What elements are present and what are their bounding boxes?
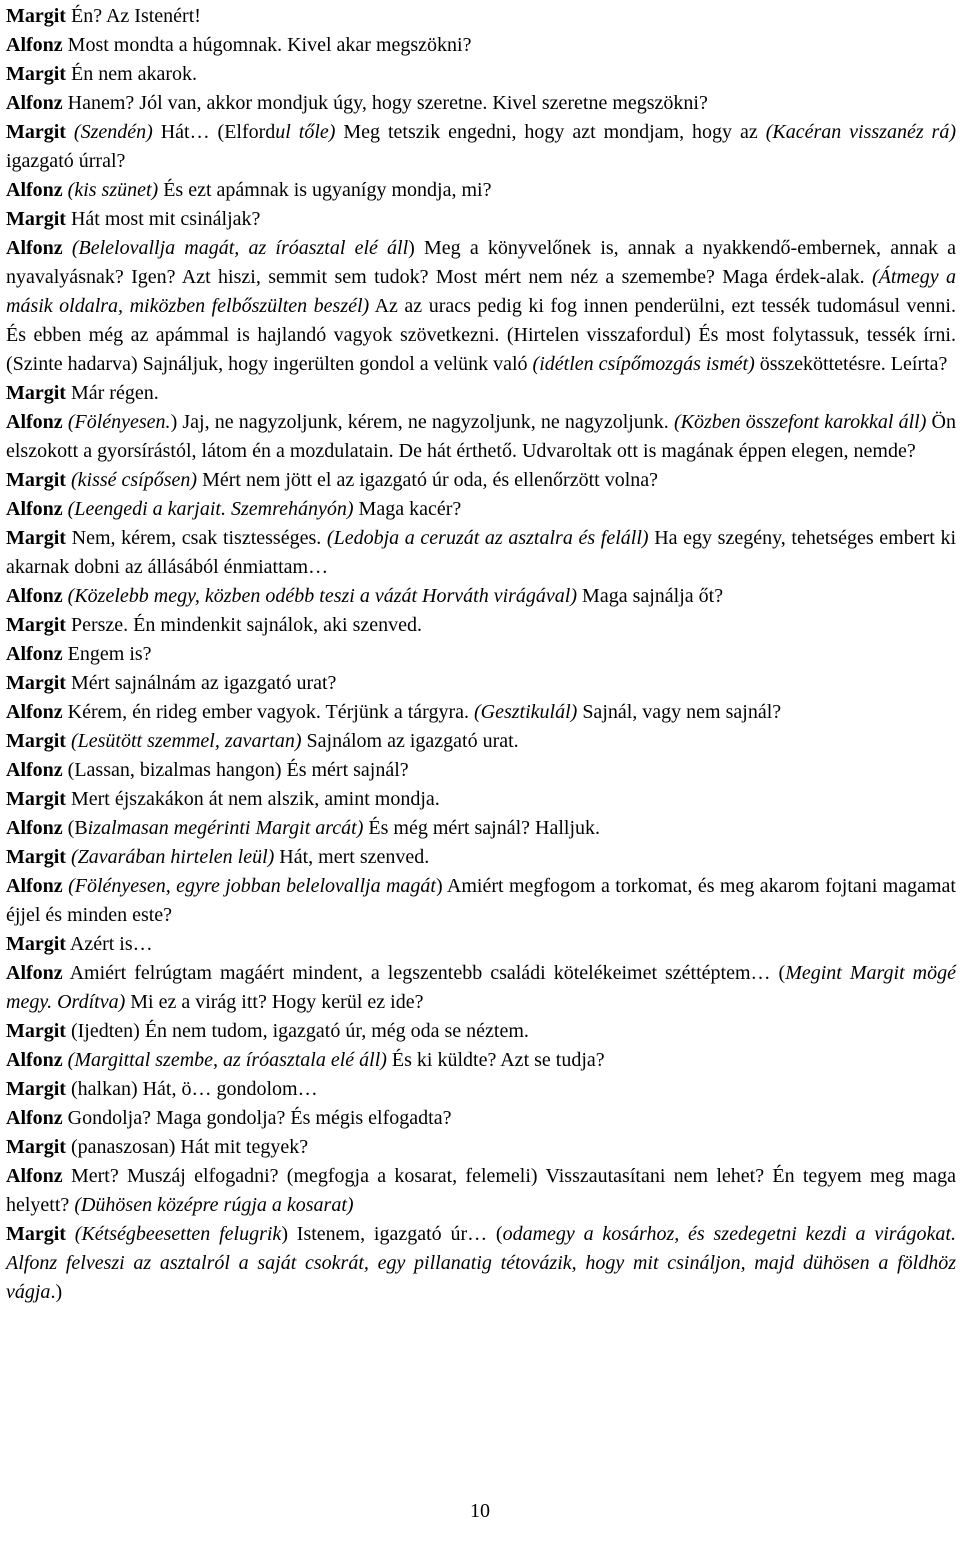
speaker-name: Alfonz <box>6 1049 63 1071</box>
line-text: Maga sajnálja őt? <box>577 585 724 607</box>
speaker-name: Margit <box>6 208 66 230</box>
dialogue-line <box>6 31 956 60</box>
line-text: Meg tetszik engedni, hogy azt mondjam, hogy az <box>335 121 766 143</box>
line-text: ) Meg a könyvelőnek is, annak a nyakkendő-embernek, annak a nyavalyásnak? Igen? Azt hiszi, semmit sem tudok? Most mért nem néz a szemembe? Maga érdek-alak. <box>6 237 956 288</box>
stage-direction: (idétlen csípőmozgás ismét) <box>532 353 755 375</box>
speaker-name: Alfonz <box>6 34 63 56</box>
speaker-name: Margit <box>6 121 66 143</box>
speaker-name: Margit <box>6 382 66 404</box>
line-text: Most mondta a húgomnak. Kivel akar megszökni? <box>62 34 472 56</box>
stage-direction: (Belelovallja magát, az íróasztal elé áll <box>71 237 409 259</box>
stage-direction: (Kétségbeesetten felugrik <box>74 1223 282 1245</box>
stage-direction: (Fölényesen, egyre jobban belelovallja magát <box>68 875 436 897</box>
dialogue-line <box>6 524 956 582</box>
dialogue-line <box>6 1162 956 1220</box>
dialogue-line <box>6 669 956 698</box>
stage-direction: Megint Margit mögé megy. Ordítva) <box>6 962 956 1013</box>
dialogue-line <box>6 785 956 814</box>
speaker-name: Alfonz <box>6 962 63 984</box>
stage-direction: (Lesütött szemmel, zavartan) <box>70 730 302 752</box>
stage-direction: (Margittal szembe, az íróasztala elé áll) <box>67 1049 387 1071</box>
speaker-name: Alfonz <box>6 701 63 723</box>
line-text <box>66 1223 75 1245</box>
speaker-name: Margit <box>6 63 66 85</box>
dialogue-line <box>6 205 956 234</box>
dialogue-line <box>6 959 956 1017</box>
line-text: Sajnál, vagy nem sajnál? <box>577 701 782 723</box>
dialogue-line <box>6 756 956 785</box>
dialogue-line <box>6 1046 956 1075</box>
speaker-name: Margit <box>6 469 66 491</box>
line-text: (halkan) Hát, ö… gondolom… <box>65 1078 318 1100</box>
stage-direction: (Gesztikulál) <box>474 701 578 723</box>
dialogue-line <box>6 379 956 408</box>
speaker-name: Alfonz <box>6 585 63 607</box>
line-text: Én nem akarok. <box>65 63 198 85</box>
stage-direction: odamegy a kosárhoz, és szedegetni kezdi a virágokat. Alfonz felveszi az asztalról a saját csokrát, egy pillanatig tétovázik, hogy mit csináljon, majd dühösen a földhöz vágja <box>6 1223 956 1303</box>
dialogue-line <box>6 2 956 31</box>
line-text: Mert? Muszáj elfogadni? (megfogja a kosarat, felemeli) Visszautasítani nem lehet? Én tegyem meg maga helyett? <box>6 1165 956 1216</box>
dialogue-line <box>6 466 956 495</box>
speaker-name: Margit <box>6 672 66 694</box>
dialogue-text <box>6 2 956 1307</box>
stage-direction: izalmasan megérinti Margit arcát) <box>87 817 364 839</box>
line-text: Sajnálom az igazgató urat. <box>301 730 519 752</box>
speaker-name: Alfonz <box>6 1107 63 1129</box>
stage-direction: (kissé csípősen) <box>70 469 198 491</box>
dialogue-line <box>6 640 956 669</box>
dialogue-line <box>6 495 956 524</box>
speaker-name: Margit <box>6 1020 66 1042</box>
line-text: ) Amiért megfogom a torkomat, és meg akarom fojtani magamat éjjel és minden este? <box>6 875 956 926</box>
dialogue-line <box>6 843 956 872</box>
line-text: Maga kacér? <box>353 498 462 520</box>
speaker-name: Alfonz <box>6 817 63 839</box>
stage-direction: (Kacéran visszanéz rá) <box>765 121 956 143</box>
line-text: Hát… (Elford <box>152 121 276 143</box>
speaker-name: Margit <box>6 1223 66 1245</box>
speaker-name: Alfonz <box>6 237 63 259</box>
dialogue-line <box>6 1017 956 1046</box>
stage-direction: (Szendén) <box>73 121 153 143</box>
speaker-name: Margit <box>6 1136 66 1158</box>
stage-direction: (Közelebb megy, közben odébb teszi a vázát Horváth virágával) <box>67 585 578 607</box>
dialogue-line <box>6 408 956 466</box>
stage-direction: (Dühösen középre rúgja a kosarat) <box>74 1194 354 1216</box>
speaker-name: Alfonz <box>6 643 63 665</box>
dialogue-line <box>6 1075 956 1104</box>
line-text: Persze. Én mindenkit sajnálok, aki szenved. <box>65 614 422 636</box>
line-text: ) Jaj, ne nagyzoljunk, kérem, ne nagyzoljunk, ne nagyzoljunk. <box>170 411 674 433</box>
line-text: összeköttetésre. Leírta? <box>754 353 948 375</box>
line-text: És ezt apámnak is ugyanígy mondja, mi? <box>158 179 492 201</box>
line-text: .) <box>50 1281 63 1303</box>
dialogue-line <box>6 698 956 727</box>
dialogue-line <box>6 176 956 205</box>
line-text: És ki küldte? Azt se tudja? <box>386 1049 605 1071</box>
stage-direction: (Ledobja a ceruzát az asztalra és feláll) <box>326 527 649 549</box>
speaker-name: Margit <box>6 5 66 27</box>
dialogue-line <box>6 89 956 118</box>
line-text: ) Istenem, igazgató úr… ( <box>281 1223 503 1245</box>
line-text: Mert éjszakákon át nem alszik, amint mondja. <box>65 788 440 810</box>
speaker-name: Margit <box>6 933 66 955</box>
dialogue-line <box>6 582 956 611</box>
stage-direction: (Leengedi a karjait. Szemrehányón) <box>67 498 354 520</box>
speaker-name: Margit <box>6 614 66 636</box>
line-text: (Lassan, bizalmas hangon) És mért sajnál? <box>62 759 409 781</box>
speaker-name: Alfonz <box>6 92 63 114</box>
speaker-name: Margit <box>6 1078 66 1100</box>
line-text: Mi ez a virág itt? Hogy kerül ez ide? <box>125 991 424 1013</box>
stage-direction: (Zavarában hirtelen leül) <box>70 846 275 868</box>
dialogue-line <box>6 1220 956 1307</box>
dialogue-line <box>6 814 956 843</box>
dialogue-line <box>6 60 956 89</box>
speaker-name: Alfonz <box>6 759 63 781</box>
speaker-name: Alfonz <box>6 179 63 201</box>
line-text: Hanem? Jól van, akkor mondjuk úgy, hogy szeretne. Kivel szeretne megszökni? <box>62 92 708 114</box>
speaker-name: Margit <box>6 730 66 752</box>
line-text: (Ijedten) Én nem tudom, igazgató úr, még oda se néztem. <box>65 1020 529 1042</box>
dialogue-line <box>6 1104 956 1133</box>
line-text: Azért is… <box>65 933 153 955</box>
stage-direction: (Fölényesen. <box>67 411 171 433</box>
line-text: Amiért felrúgtam magáért mindent, a legszentebb családi kötelékeimet széttéptem… ( <box>62 962 786 984</box>
line-text: (panaszosan) Hát mit tegyek? <box>65 1136 309 1158</box>
line-text: Nem, kérem, csak tisztességes. <box>65 527 327 549</box>
line-text: Mért nem jött el az igazgató úr oda, és ellenőrzött volna? <box>197 469 658 491</box>
dialogue-line <box>6 727 956 756</box>
speaker-name: Alfonz <box>6 875 63 897</box>
stage-direction: (Közben összefont karokkal áll) <box>673 411 927 433</box>
line-text: Engem is? <box>62 643 152 665</box>
line-text: Már régen. <box>65 382 159 404</box>
stage-direction: (kis szünet) <box>67 179 159 201</box>
line-text <box>63 237 72 259</box>
line-text: Hát most mit csináljak? <box>65 208 261 230</box>
dialogue-line <box>6 234 956 379</box>
line-text: Mért sajnálnám az igazgató urat? <box>65 672 337 694</box>
stage-direction: ul tőle) <box>275 121 336 143</box>
dialogue-line <box>6 930 956 959</box>
line-text: Gondolja? Maga gondolja? És mégis elfogadta? <box>62 1107 452 1129</box>
dialogue-line <box>6 118 956 176</box>
speaker-name: Alfonz <box>6 498 63 520</box>
speaker-name: Margit <box>6 527 66 549</box>
dialogue-line <box>6 872 956 930</box>
line-text: Ha egy szegény, tehetséges embert ki akarnak dobni az állásából énmiattam… <box>6 527 956 578</box>
dialogue-line <box>6 1133 956 1162</box>
speaker-name: Margit <box>6 846 66 868</box>
line-text: Kérem, én rideg ember vagyok. Térjünk a tárgyra. <box>62 701 474 723</box>
line-text: (B <box>62 817 88 839</box>
line-text: igazgató úrral? <box>6 150 126 172</box>
line-text: Ön elszokott a gyorsírástól, látom én a mozdulatain. De hát érthető. Udvaroltak ott is magának éppen elegen, nemde? <box>6 411 956 462</box>
speaker-name: Margit <box>6 788 66 810</box>
line-text: Az az uracs pedig ki fog innen penderülni, ezt tessék tudomásul venni. És ebben még az apámmal is hajlandó vagyok szövetkezni. (Hirtelen visszafordul) És most folytassuk, tessék írni. (Szinte hadarva) Sajnáljuk, hogy ingerülten gondol a velünk való <box>6 295 956 375</box>
speaker-name: Alfonz <box>6 1165 63 1187</box>
stage-direction: (Átmegy a másik oldalra, miközben felbőszülten beszél) <box>6 266 956 317</box>
dialogue-line <box>6 611 956 640</box>
line-text: És még mért sajnál? Halljuk. <box>363 817 601 839</box>
speaker-name: Alfonz <box>6 411 63 433</box>
page-number: 10 <box>470 1500 490 1522</box>
line-text <box>66 121 74 143</box>
line-text: Hát, mert szenved. <box>274 846 430 868</box>
line-text: Én? Az Istenért! <box>65 5 201 27</box>
